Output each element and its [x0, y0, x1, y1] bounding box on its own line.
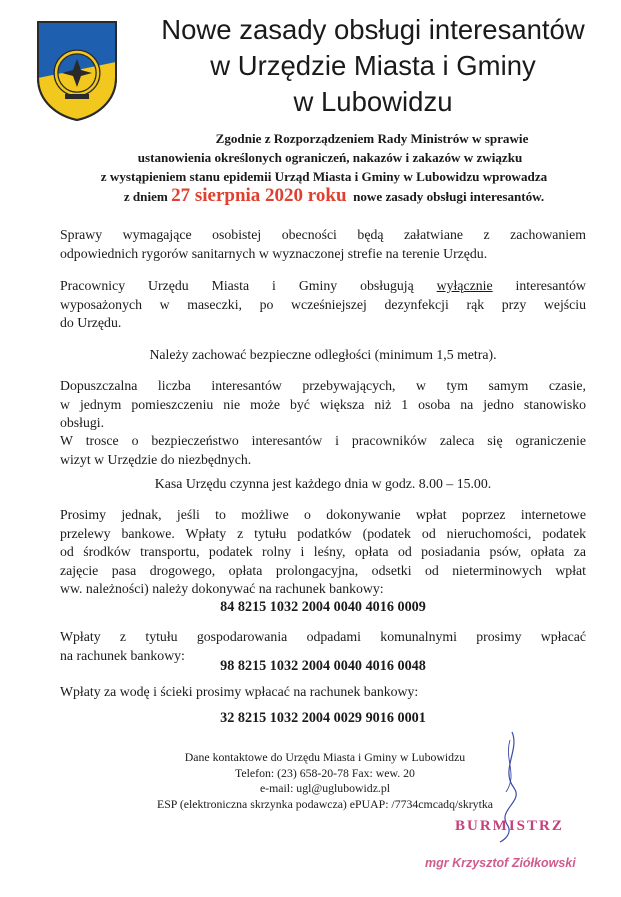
paragraph-cash-hours: Kasa Urzędu czynna jest każdego dnia w godz. 8.00 – 15.00. [154, 476, 492, 491]
contact-phone: Telefon: (23) 658-20-78 Fax: wew. 20 [235, 765, 415, 780]
contact-email: e-mail: ugl@uglubowidz.pl [259, 781, 391, 795]
intro-paragraph [40, 129, 608, 206]
contact-heading: Dane kontaktowe do Urzędu Miasta i Gminy w Lubowidzu [184, 750, 466, 764]
bank-account-waste: 98 8215 1032 2004 0040 4016 0048 [220, 658, 426, 674]
intro-effective-date: 27 sierpnia 2020 roku [171, 185, 347, 206]
intro-line-3: z wystąpieniem stanu epidemii Urząd Miasta i Gminy w Lubowidzu wprowadza [100, 169, 548, 184]
p4-line-3: obsługi. [60, 415, 105, 430]
intro-line-4 [40, 186, 608, 206]
coat-of-arms-logo [34, 18, 120, 122]
p7-line-3: od środków transportu, podatek rolny i leśny, opłata od posiadania psów, opłata za [60, 544, 586, 559]
p8-line-1: Wpłaty z tytułu gospodarowania odpadami komunalnymi prosimy wpłacać [60, 629, 586, 644]
p4-line-1: Dopuszczalna liczba interesantów przebywających, w tym samym czasie, [60, 378, 586, 393]
page-title [138, 12, 608, 120]
intro-line-1: Zgodnie z Rozporządzeniem Rady Ministrów w sprawie [215, 131, 529, 146]
p7-line-4: zajęcie pasa drogowego, opłata prolongacyjna, odsetki od nieterminowych wpłat [60, 562, 586, 578]
p9-line-1: Wpłaty za wodę i ścieki prosimy wpłacać na rachunek bankowy: [60, 684, 419, 699]
p7-line-2: przelewy bankowe. Wpłaty z tytułu podatków (podatek od nieruchomości, podatek [60, 525, 586, 541]
p7-line-5: ww. należności) należy dokonywać na rachunek bankowy: [60, 581, 384, 596]
title-line-1: Nowe zasady obsługi interesantów [161, 14, 585, 45]
intro-line-2: ustanowienia określonych ograniczeń, nakazów i zakazów w związku [137, 150, 523, 165]
paragraph-limit-visits [60, 432, 586, 469]
p5-line-2: wizyt w Urzędzie do niezbędnych. [60, 451, 252, 467]
p5-line-1: W trosce o bezpieczeństwo interesantów i pracowników zaleca się ograniczenie [60, 433, 586, 448]
bank-account-taxes: 84 8215 1032 2004 0040 4016 0009 [220, 599, 426, 615]
p2-underlined-word: wyłącznie [436, 278, 493, 293]
intro-date-prefix: z dniem [123, 189, 168, 204]
bank-account-water: 32 8215 1032 2004 0029 9016 0001 [220, 710, 426, 726]
paragraph-masks [60, 277, 586, 333]
paragraph-distance: Należy zachować bezpieczne odległości (minimum 1,5 metra). [149, 347, 497, 362]
p4-line-2: w jednym pomieszczeniu nie może być większa niż 1 osoba na jedno stanowisko [60, 396, 586, 412]
paragraph-capacity [60, 377, 586, 433]
p1-line-1: Sprawy wymagające osobistej obecności będą załatwiane z zachowaniem [60, 227, 586, 242]
paragraph-online-payments [60, 506, 586, 599]
p2-line-2: wyposażonych w maseczki, po wcześniejszej dezynfekcji rąk przy wejściu [60, 296, 586, 312]
title-line-2: w Urzędzie Miasta i Gminy [210, 50, 536, 81]
p8-line-2: na rachunek bankowy: [60, 647, 185, 663]
paragraph-water-payments [60, 683, 586, 702]
p2-line-1 [60, 277, 586, 296]
p1-line-2: odpowiednich rygorów sanitarnych w wyznaczonej strefie na terenie Urzędu. [60, 245, 488, 261]
stamp-name: mgr Krzysztof Ziółkowski [425, 856, 576, 870]
title-line-3: w Lubowidzu [293, 86, 453, 117]
p2-line-3: do Urzędu. [60, 315, 122, 330]
contact-details [100, 750, 550, 812]
intro-date-suffix: nowe zasady obsługi interesantów. [353, 189, 545, 204]
p2-line-1-pre: Pracownicy Urzędu Miasta i Gminy obsługują [60, 278, 414, 293]
p2-line-1-post: interesantów [515, 278, 587, 293]
stamp-title: BURMISTRZ [455, 818, 564, 834]
p7-line-1: Prosimy jednak, jeśli to możliwe o dokonywanie wpłat poprzez internetowe [60, 507, 586, 522]
contact-epuap: ESP (elektroniczna skrzynka podawcza) ePUAP: /7734cmcadq/skrytka [156, 796, 493, 811]
paragraph-personal-matters [60, 226, 586, 263]
